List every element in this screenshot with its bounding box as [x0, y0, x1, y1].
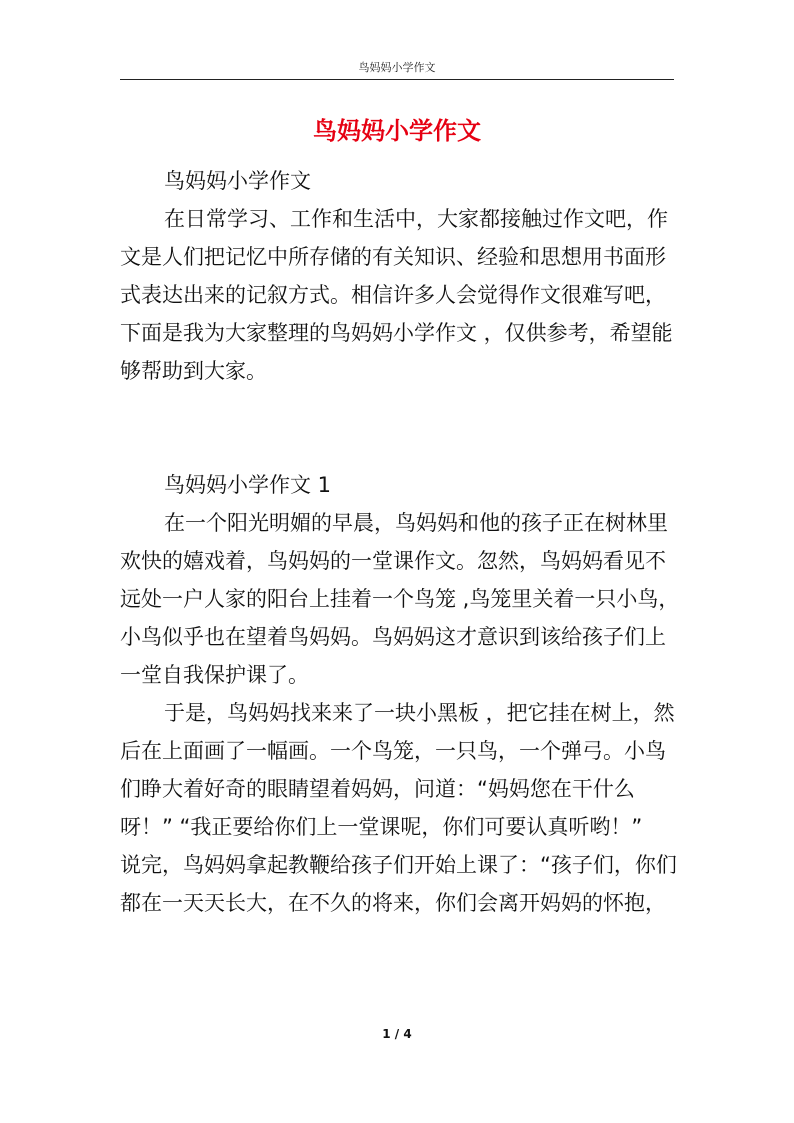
body-line: 在日常学习、工作和生活中，大家都接触过作文吧，作: [164, 207, 668, 231]
body-line: 都在一天天长大，在不久的将来，你们会离开妈妈的怀抱，: [120, 891, 666, 915]
body-line: 于是，鸟妈妈找来来了一块小黑板 ，把它挂在树上，然: [164, 701, 675, 725]
body-line: 够帮助到大家。: [120, 359, 267, 383]
body-line: 鸟妈妈小学作文: [164, 169, 311, 193]
body-line: 小鸟似乎也在望着鸟妈妈。鸟妈妈这才意识到该给孩子们上: [120, 625, 666, 649]
blank-line: [120, 390, 680, 428]
section-heading: 鸟妈妈小学作文 1: [164, 473, 332, 497]
page-number: 1 / 4: [382, 1027, 412, 1041]
body-line: 文是人们把记忆中所存储的有关知识、经验和思想用书面形: [120, 245, 666, 269]
body-line: 远处一户人家的阳台上挂着一个鸟笼 ,鸟笼里关着一只小鸟，: [120, 587, 680, 611]
body-line: 欢快的嬉戏着，鸟妈妈的一堂课作文。忽然，鸟妈妈看见不: [120, 549, 666, 573]
document-title: 鸟妈妈小学作文: [313, 117, 481, 145]
body-line: 一堂自我保护课了。: [120, 663, 309, 687]
body-line: 说完，鸟妈妈拿起教鞭给孩子们开始上课了：“孩子们，你们: [120, 853, 677, 877]
body-line: 后在上面画了一幅画。一个鸟笼，一只鸟，一个弹弓。小鸟: [120, 739, 666, 763]
body-line: 下面是我为大家整理的鸟妈妈小学作文 ，仅供参考，希望能: [120, 321, 673, 345]
running-header: 鸟妈妈小学作文: [358, 61, 436, 74]
header-divider: [120, 79, 674, 80]
body-line: 式表达出来的记叙方式。相信许多人会觉得作文很难写吧，: [120, 283, 666, 307]
body-line: 在一个阳光明媚的早晨，鸟妈妈和他的孩子正在树林里: [164, 511, 668, 535]
blank-line: [120, 428, 680, 466]
document-body: [120, 162, 680, 922]
body-line: 呀！” “我正要给你们上一堂课呢，你们可要认真听哟！”: [120, 815, 643, 839]
body-line: 们睁大着好奇的眼睛望着妈妈，问道：“妈妈您在干什么: [120, 777, 635, 801]
